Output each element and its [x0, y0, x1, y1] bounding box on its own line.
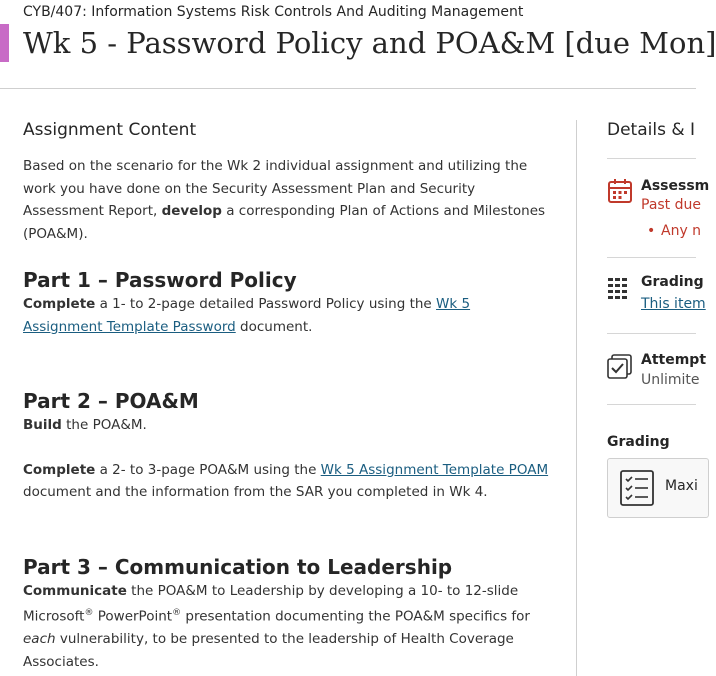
- due-note: Any n: [661, 223, 702, 239]
- registered-mark: ®: [172, 608, 182, 618]
- grading-section-heading: Grading: [607, 434, 670, 450]
- grading-label: Grading: [641, 274, 704, 290]
- bullet-dot: •: [647, 223, 656, 239]
- assignment-content-heading: Assignment Content: [23, 120, 197, 140]
- attempts-label: Attempt: [641, 352, 707, 368]
- assessment-label: Assessm: [641, 178, 710, 194]
- grading-card[interactable]: [607, 458, 709, 518]
- part2-text-end: document and the information from the SAR you completed in Wk 4.: [23, 484, 488, 500]
- poam-template-link[interactable]: Wk 5 Assignment Template POAM: [320, 461, 549, 478]
- divider: [607, 158, 696, 159]
- divider: [607, 257, 696, 258]
- part2-bold-build: Build: [23, 417, 62, 433]
- part1-text: a 1- to 2-page detailed Password Policy using the: [95, 296, 437, 312]
- page-header: [0, 0, 716, 89]
- assignment-content: [23, 120, 553, 673]
- part3-text-1: the POA&M to Leadership by developing a 10- to 12-slide Microsoft: [23, 582, 519, 625]
- attempts-check-icon: [607, 354, 633, 380]
- course-color-bar: [0, 24, 9, 62]
- password-template-link[interactable]: Wk 5 Assignment Template Password: [23, 296, 471, 335]
- part1-paragraph: [23, 293, 553, 338]
- part3-text-4: vulnerability, to be presented to the leadership of Health Coverage Associates.: [23, 631, 514, 670]
- registered-mark: ®: [84, 608, 94, 618]
- checklist-icon: [618, 468, 656, 512]
- part3-italic: each: [23, 631, 56, 647]
- part2-line1: [23, 414, 553, 437]
- part1-text-end: document.: [235, 318, 313, 335]
- part3-heading: Part 3 – Communication to Leadership: [23, 554, 453, 579]
- part1-bold: Complete: [23, 296, 96, 312]
- part3-paragraph: [23, 580, 553, 674]
- column-divider: [576, 120, 577, 676]
- part2-line1-text: the POA&M.: [61, 417, 147, 433]
- grading-item-link[interactable]: This item: [641, 296, 706, 312]
- divider: [607, 333, 696, 334]
- part3-bold: Communicate: [23, 582, 127, 599]
- intro-paragraph: [23, 155, 553, 245]
- part1-heading: Part 1 – Password Policy: [23, 268, 297, 292]
- part2-text: a 2- to 3-page POA&M using the: [95, 461, 321, 478]
- part2-heading: Part 2 – POA&M: [23, 389, 199, 413]
- part3-text-3: presentation documenting the POA&M specifics for: [181, 608, 530, 625]
- intro-text: Based on the scenario for the Wk 2 individual assignment and utilizing the work you have done on the Security Assessment Plan and Security Assessment Report,: [23, 158, 528, 219]
- course-name: CYB/407: Information Systems Risk Controls And Auditing Management: [23, 4, 524, 20]
- past-due-status: Past due: [641, 197, 701, 213]
- max-points-text: Maxi: [665, 478, 698, 494]
- divider: [607, 404, 696, 405]
- page-title: Wk 5 - Password Policy and POA&M [due Mon]: [23, 26, 716, 60]
- attempts-value: Unlimite: [641, 372, 700, 388]
- part2-bold-complete: Complete: [23, 461, 96, 478]
- details-heading: Details & I: [607, 120, 696, 140]
- part2-line2: [23, 459, 553, 504]
- intro-text-end: a corresponding Plan of Actions and Milestones (POA&M).: [23, 203, 546, 242]
- calendar-icon: [607, 178, 633, 204]
- intro-bold: develop: [161, 203, 222, 219]
- details-panel: [607, 120, 710, 676]
- grid-list-icon: [607, 276, 633, 302]
- part3-text-2: PowerPoint: [93, 608, 173, 625]
